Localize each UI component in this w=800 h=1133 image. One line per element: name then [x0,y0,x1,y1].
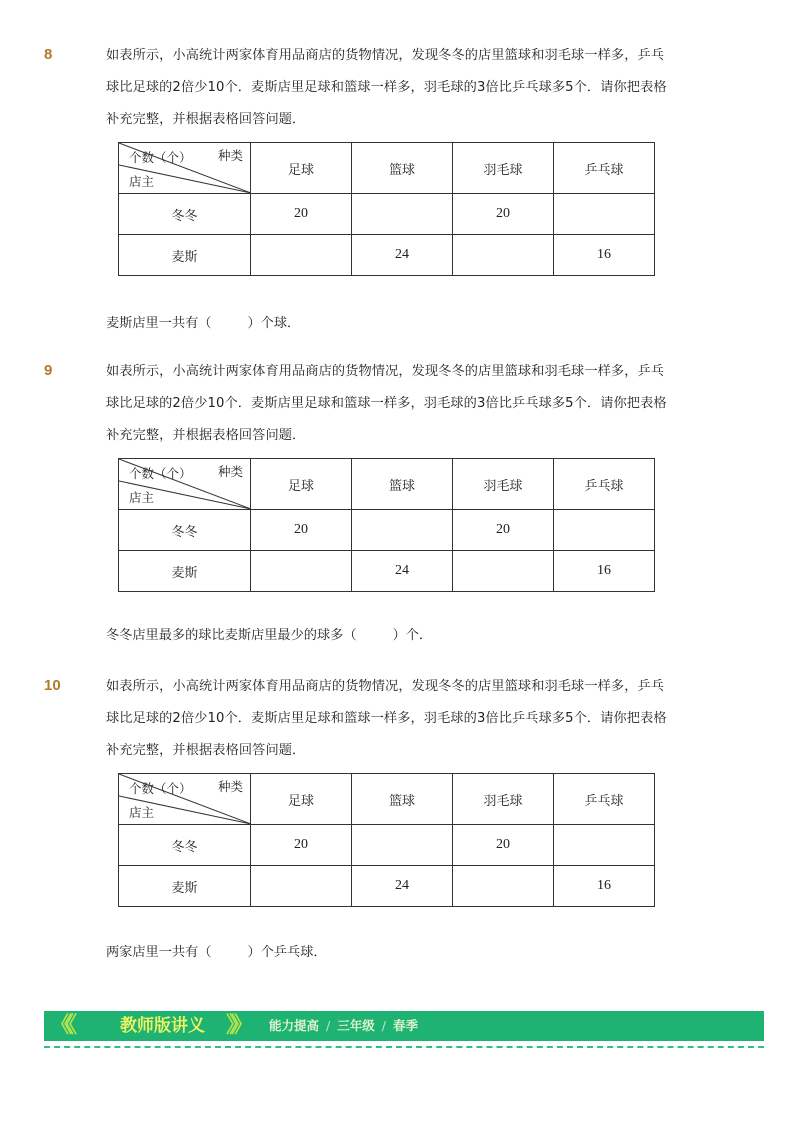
table-cell [453,235,554,276]
header-kind-label: 种类 [217,148,243,163]
table-cell [453,551,554,592]
table-row [119,235,655,276]
row-owner: 冬冬 [119,194,251,235]
problem-text [106,40,718,136]
table-cell [352,510,453,551]
question [106,941,327,960]
question-before: 两家店里一共有（ [106,945,212,960]
table-cell: 16 [554,866,655,907]
problem-text-line: 如表所示，小高统计两家体育用品商店的货物情况，发现冬冬的店里篮球和羽毛球一样多，乒乓 [106,48,665,63]
breadcrumb [269,1017,418,1035]
table-cell: 20 [251,510,352,551]
column-header: 足球 [251,774,352,825]
header-owner-label: 店主 [129,805,155,820]
table-cell [251,866,352,907]
dashed-divider [44,1046,764,1048]
header-kind-label: 种类 [217,779,243,794]
diagonal-header-cell [119,459,251,510]
header-quantity-label: 个数（个） [129,781,192,796]
table-cell: 20 [453,194,554,235]
column-header: 足球 [251,143,352,194]
column-header: 羽毛球 [453,143,554,194]
table-row [119,194,655,235]
diagonal-header-cell [119,143,251,194]
table-header-row [119,459,655,510]
table-cell: 20 [251,825,352,866]
table-cell [554,194,655,235]
table-row [119,551,655,592]
breadcrumb-item: 春季 [392,1018,418,1033]
diagonal-header-cell [119,774,251,825]
header-owner-label: 店主 [129,490,155,505]
question [106,312,300,331]
goods-table [118,142,655,276]
problem-number: 10 [44,677,61,694]
table-cell: 20 [453,510,554,551]
table-cell [352,825,453,866]
column-header: 乒乓球 [554,143,655,194]
problem-text-line: 补充完整，并根据表格回答问题． [106,428,306,443]
problem-text [106,671,718,767]
table-cell [554,825,655,866]
column-header: 羽毛球 [453,774,554,825]
question-after: ）个球． [247,316,301,331]
header-quantity-label: 个数（个） [129,466,192,481]
table-cell [453,866,554,907]
table-cell [251,235,352,276]
table-cell: 20 [453,825,554,866]
double-chevron-right-icon: 》》 [226,1013,248,1038]
row-owner: 麦斯 [119,235,251,276]
breadcrumb-item: 能力提高 [269,1018,320,1033]
table-cell: 16 [554,235,655,276]
column-header: 篮球 [352,774,453,825]
header-owner-label: 店主 [129,174,155,189]
goods-table [118,458,655,592]
problem-number: 8 [44,46,53,63]
problem-text-line: 如表所示，小高统计两家体育用品商店的货物情况，发现冬冬的店里篮球和羽毛球一样多，乒乓 [106,679,665,694]
table-cell [251,551,352,592]
row-owner: 冬冬 [119,510,251,551]
problem-number: 9 [44,362,53,379]
header-kind-label: 种类 [217,464,243,479]
question-after: ）个乒乓球． [247,945,327,960]
problem-text [106,356,718,452]
row-owner: 麦斯 [119,551,251,592]
column-header: 足球 [251,459,352,510]
table-header-row [119,774,655,825]
question-before: 冬冬店里最多的球比麦斯店里最少的球多（ [106,628,357,643]
table-cell: 16 [554,551,655,592]
table-row [119,825,655,866]
column-header: 篮球 [352,459,453,510]
table-cell [352,194,453,235]
edition-title: 教师版讲义 [120,1016,205,1036]
table-row [119,866,655,907]
table-cell: 24 [352,551,453,592]
problem-text-line: 补充完整，并根据表格回答问题． [106,743,306,758]
table-cell [554,510,655,551]
question-after: ）个． [392,628,433,643]
goods-table [118,773,655,907]
row-owner: 冬冬 [119,825,251,866]
table-cell: 20 [251,194,352,235]
question [106,624,432,643]
table-row [119,510,655,551]
header-quantity-label: 个数（个） [129,150,192,165]
double-chevron-left-icon: 《《 [50,1013,72,1038]
question-before: 麦斯店里一共有（ [106,316,212,331]
breadcrumb-separator: / [326,1018,331,1033]
column-header: 乒乓球 [554,459,655,510]
breadcrumb-item: 三年级 [337,1018,375,1033]
problem-text-line: 补充完整，并根据表格回答问题． [106,112,306,127]
row-owner: 麦斯 [119,866,251,907]
problem-text-line: 如表所示，小高统计两家体育用品商店的货物情况，发现冬冬的店里篮球和羽毛球一样多，乒乓 [106,364,665,379]
problem-text-line: 球比足球的2倍少10个．麦斯店里足球和篮球一样多，羽毛球的3倍比乒乓球多5个．请你把表格 [106,396,667,411]
column-header: 篮球 [352,143,453,194]
problem-text-line: 球比足球的2倍少10个．麦斯店里足球和篮球一样多，羽毛球的3倍比乒乓球多5个．请你把表格 [106,80,667,95]
table-cell: 24 [352,866,453,907]
problem-text-line: 球比足球的2倍少10个．麦斯店里足球和篮球一样多，羽毛球的3倍比乒乓球多5个．请你把表格 [106,711,667,726]
breadcrumb-separator: / [381,1018,386,1033]
footer-banner [44,1011,764,1041]
table-header-row [119,143,655,194]
column-header: 乒乓球 [554,774,655,825]
table-cell: 24 [352,235,453,276]
column-header: 羽毛球 [453,459,554,510]
